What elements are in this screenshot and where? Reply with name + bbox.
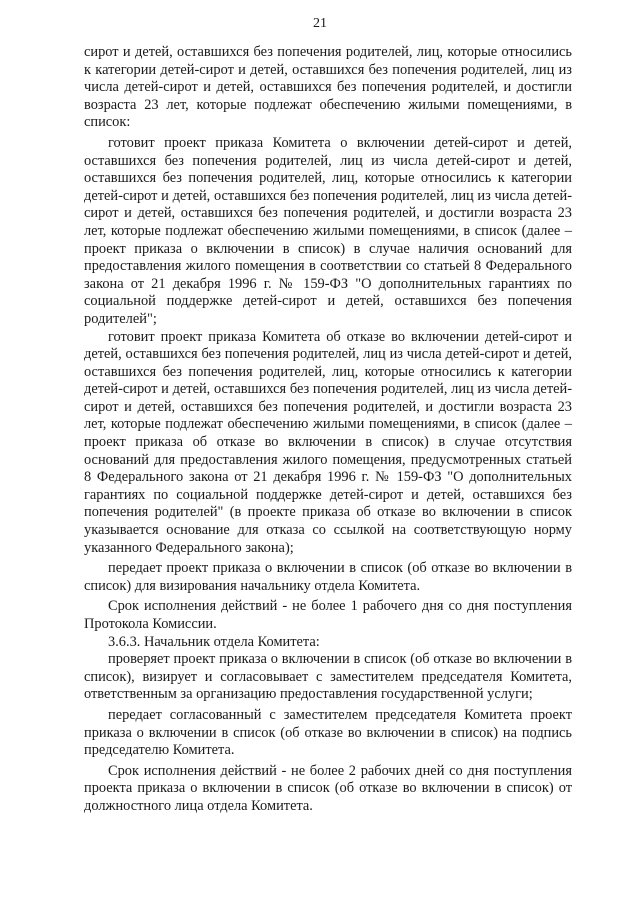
paragraph-1: сирот и детей, оставшихся без попечения родителей, лиц, которые относились к категории детей-сирот и детей, оставшихся без попечения родителей, лиц из числа детей-сирот и детей, оставшихся без попечения родителей, и достигли возраста 23 лет, которые подлежат обеспечению жилыми помещениями, в список:	[84, 44, 572, 131]
paragraph-5: Срок исполнения действий - не более 1 рабочего дня со дня поступления Протокола Комиссии.	[84, 598, 572, 632]
paragraph-8: передает согласованный с заместителем председателя Комитета проект приказа о включении в список (об отказе во включении в список) на подпись председателю Комитета.	[84, 706, 572, 759]
paragraph-3: готовит проект приказа Комитета об отказе во включении детей-сирот и детей, оставшихся без попечения родителей, лиц из числа детей-сирот и детей, оставшихся без попечения родителей, лиц, которые относились к категории детей-сирот и детей, оставшихся без попечения родителей, лиц из числа детей-сирот и детей, оставшихся без попечения родителей, и достигли возраста 23 лет, которые подлежат обеспечению жилыми помещениями, в список (далее – проект приказа об отказе во включении в список) в случае отсутствия оснований для предоставления жилого помещения, предусмотренных статьей 8 Федерального закона от 21 декабря 1996 г. № 159-ФЗ "О дополнительных гарантиях по социальной поддержке детей-сирот и детей, оставшихся без попечения родителей" (в проекте приказа об отказе во включении в список указывается основание для отказа со ссылкой на соответствующую норму указанного Федерального закона);	[84, 328, 572, 556]
paragraph-9: Срок исполнения действий - не более 2 рабочих дней со дня поступления проекта приказа о включении в список (об отказе во включении в список) от должностного лица отдела Комитета.	[84, 762, 572, 814]
document-body	[84, 44, 572, 816]
page-number: 21	[313, 16, 327, 31]
paragraph-6: 3.6.3. Начальник отдела Комитета:	[108, 633, 320, 650]
paragraph-4: передает проект приказа о включении в список (об отказе во включении в список) для визирования начальнику отдела Комитета.	[84, 560, 572, 594]
paragraph-2: готовит проект приказа Комитета о включении детей-сирот и детей, оставшихся без попечения родителей, лиц из числа детей-сирот и детей, оставшихся без попечения родителей, лиц, которые относились к категории детей-сирот и детей, оставшихся без попечения родителей, лиц из числа детей-сирот и детей, оставшихся без попечения родителей, и достигли возраста 23 лет, которые подлежат обеспечению жилыми помещениями, в список (далее – проект приказа о включении в список) в случае наличия оснований для предоставления жилого помещения в соответствии со статьей 8 Федерального закона от 21 декабря 1996 г. № 159-ФЗ "О дополнительных гарантиях по социальной поддержке детей-сирот и детей, оставшихся без попечения родителей";	[84, 134, 572, 327]
paragraph-7: проверяет проект приказа о включении в список (об отказе во включении в список), визирует и согласовывает с заместителем председателя Комитета, ответственным за организацию предоставления государственной услуги;	[84, 651, 572, 703]
